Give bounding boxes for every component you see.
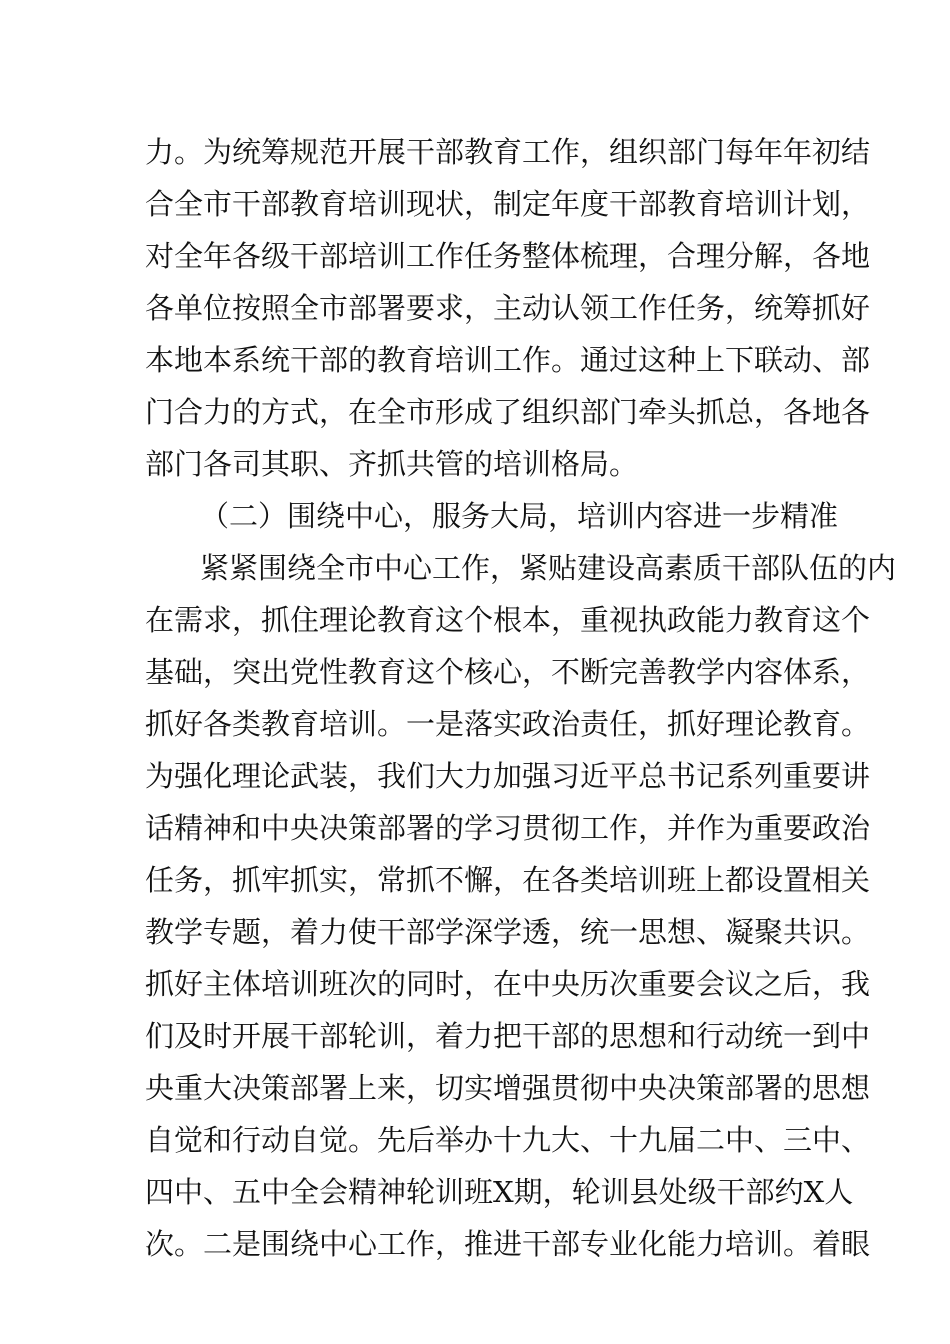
line-text: 对全年各级干部培训工作任务整体梳理，合理分解，各地 xyxy=(145,239,871,273)
line-text: 任务，抓牢抓实，常抓不懈，在各类培训班上都设置相关 xyxy=(145,863,871,897)
text-line xyxy=(0,542,950,594)
line-text: 各单位按照全市部署要求，主动认领工作任务，统筹抓好 xyxy=(145,291,871,325)
text-line xyxy=(0,646,950,698)
text-line xyxy=(0,1010,950,1062)
text-line xyxy=(0,1114,950,1166)
text-line xyxy=(0,1062,950,1114)
text-line xyxy=(0,594,950,646)
line-text: 在需求，抓住理论教育这个根本，重视执政能力教育这个 xyxy=(145,603,871,637)
text-line xyxy=(0,1218,950,1270)
line-text: 话精神和中央决策部署的学习贯彻工作，并作为重要政治 xyxy=(145,811,871,845)
line-text: 部门各司其职、齐抓共管的培训格局。 xyxy=(145,447,639,481)
line-text: 本地本系统干部的教育培训工作。通过这种上下联动、部 xyxy=(145,343,871,377)
text-line xyxy=(0,802,950,854)
line-text: 门合力的方式，在全市形成了组织部门牵头抓总，各地各 xyxy=(145,395,871,429)
line-text: 为强化理论武装，我们大力加强习近平总书记系列重要讲 xyxy=(145,759,871,793)
text-line xyxy=(0,178,950,230)
line-text: 抓好各类教育培训。一是落实政治责任，抓好理论教育。 xyxy=(145,707,871,741)
line-text: 力。为统筹规范开展干部教育工作，组织部门每年年初结 xyxy=(145,135,871,169)
line-text: 四中、五中全会精神轮训班X期，轮训县处级干部约X人 xyxy=(145,1175,854,1209)
text-line xyxy=(0,906,950,958)
text-line xyxy=(0,698,950,750)
line-text: 自觉和行动自觉。先后举办十九大、十九届二中、三中、 xyxy=(145,1123,871,1157)
text-line xyxy=(0,854,950,906)
section-heading-text: （二）围绕中心，服务大局，培训内容进一步精准 xyxy=(200,499,839,533)
line-text: 合全市干部教育培训现状，制定年度干部教育培训计划， xyxy=(145,187,871,221)
text-line xyxy=(0,1166,950,1218)
text-line xyxy=(0,334,950,386)
text-line xyxy=(0,438,950,490)
text-line xyxy=(0,958,950,1010)
line-text: 们及时开展干部轮训，着力把干部的思想和行动统一到中 xyxy=(145,1019,871,1053)
line-text: 抓好主体培训班次的同时，在中央历次重要会议之后，我 xyxy=(145,967,871,1001)
text-line xyxy=(0,386,950,438)
section-heading xyxy=(0,490,950,542)
line-text: 次。二是围绕中心工作，推进干部专业化能力培训。着眼 xyxy=(145,1227,871,1261)
text-line xyxy=(0,750,950,802)
line-text: 教学专题，着力使干部学深学透，统一思想、凝聚共识。 xyxy=(145,915,871,949)
line-text: 紧紧围绕全市中心工作，紧贴建设高素质干部队伍的内 xyxy=(200,551,897,585)
line-text: 央重大决策部署上来，切实增强贯彻中央决策部署的思想 xyxy=(145,1071,871,1105)
text-line xyxy=(0,126,950,178)
text-line xyxy=(0,230,950,282)
line-text: 基础，突出党性教育这个核心，不断完善教学内容体系， xyxy=(145,655,871,689)
text-line xyxy=(0,282,950,334)
